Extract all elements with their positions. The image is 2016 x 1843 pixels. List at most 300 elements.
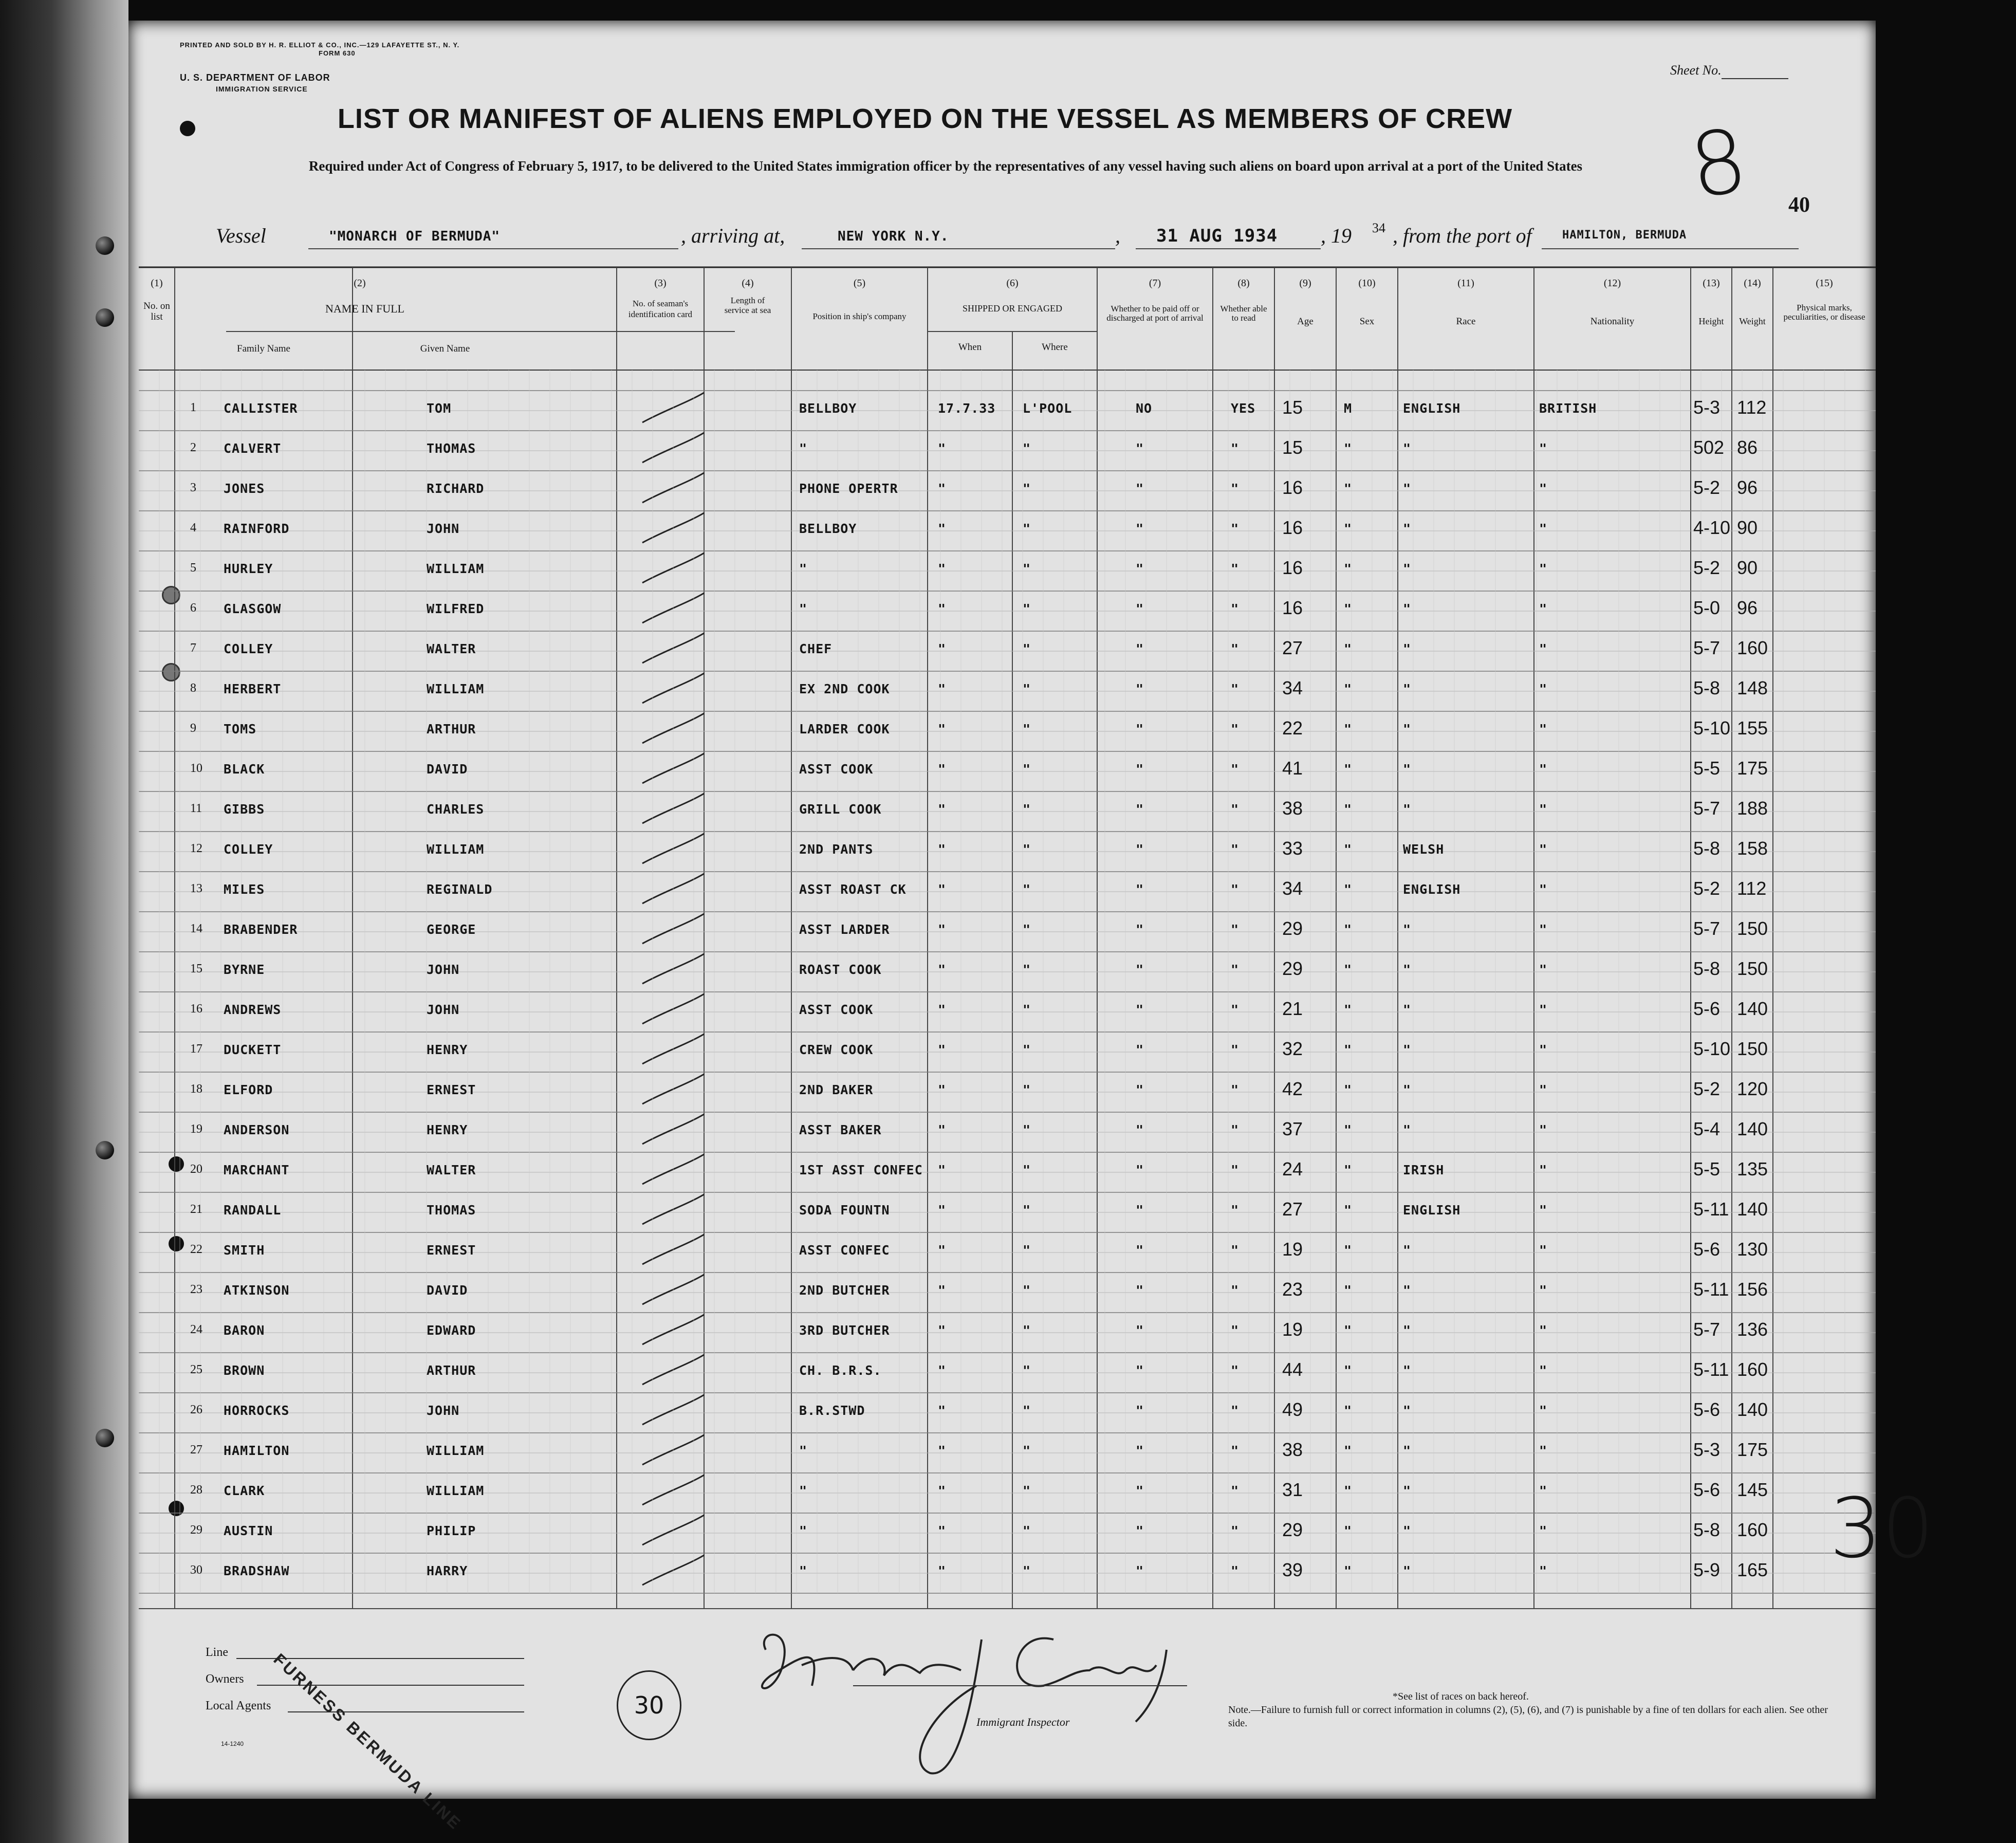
cell-age: 29 bbox=[1282, 958, 1303, 979]
cell-no: 17 bbox=[190, 1042, 202, 1056]
cell-age: 29 bbox=[1282, 918, 1303, 939]
cell-when: " bbox=[938, 1443, 947, 1458]
cell-when: " bbox=[938, 601, 947, 616]
owners-label: Owners bbox=[206, 1672, 244, 1686]
cell-age: 38 bbox=[1282, 1439, 1303, 1460]
cell-nat: " bbox=[1539, 1523, 1548, 1538]
col-header-read: Whether able to read bbox=[1220, 304, 1267, 323]
cell-paid: " bbox=[1136, 641, 1144, 656]
cell-family: AUSTIN bbox=[224, 1523, 273, 1538]
col-number: (4) bbox=[742, 278, 754, 289]
id-check-mark bbox=[642, 393, 704, 422]
cell-height: 5-5 bbox=[1693, 1158, 1721, 1179]
cell-height: 5-6 bbox=[1693, 998, 1721, 1019]
year-label: , 19 bbox=[1321, 224, 1352, 247]
cell-when: " bbox=[938, 1523, 947, 1538]
cell-paid: " bbox=[1136, 1203, 1144, 1218]
cell-family: JONES bbox=[224, 481, 265, 496]
cell-no: 30 bbox=[190, 1563, 202, 1577]
id-check-mark bbox=[642, 433, 704, 463]
cell-no: 1 bbox=[190, 401, 196, 414]
cell-no: 13 bbox=[190, 882, 202, 895]
cell-age: 41 bbox=[1282, 758, 1303, 779]
cell-race: ENGLISH bbox=[1403, 882, 1461, 897]
id-check-mark bbox=[642, 1114, 704, 1144]
cell-no: 2 bbox=[190, 441, 196, 454]
cell-height: 4-10 bbox=[1693, 517, 1731, 538]
id-check-mark bbox=[642, 673, 704, 703]
cell-read: " bbox=[1231, 601, 1240, 616]
cell-paid: " bbox=[1136, 1002, 1144, 1017]
col-header-physical: Physical marks, peculiarities, or disease bbox=[1783, 303, 1865, 322]
cell-when: " bbox=[938, 722, 947, 736]
cell-height: 502 bbox=[1693, 437, 1725, 458]
cell-age: 16 bbox=[1282, 517, 1303, 538]
cell-paid: " bbox=[1136, 802, 1144, 817]
cell-position: PHONE OPERTR bbox=[799, 481, 898, 496]
cell-position: " bbox=[799, 561, 808, 576]
cell-paid: " bbox=[1136, 1483, 1144, 1498]
cell-when: " bbox=[938, 882, 947, 897]
cell-sex: " bbox=[1344, 521, 1353, 536]
cell-family: ELFORD bbox=[224, 1082, 273, 1097]
cell-paid: " bbox=[1136, 722, 1144, 736]
cell-position: 3RD BUTCHER bbox=[799, 1323, 890, 1338]
cell-paid: " bbox=[1136, 1243, 1144, 1258]
col-number: (3) bbox=[654, 278, 667, 289]
cell-given: HENRY bbox=[427, 1122, 468, 1137]
underline bbox=[308, 248, 678, 249]
cell-when: " bbox=[938, 1082, 947, 1097]
cell-sex: " bbox=[1344, 882, 1353, 897]
cell-position: BELLBOY bbox=[799, 401, 857, 416]
col-number: (10) bbox=[1358, 278, 1376, 289]
cell-when: " bbox=[938, 1203, 947, 1218]
col-number: (13) bbox=[1703, 278, 1720, 289]
cell-race: " bbox=[1403, 1363, 1412, 1378]
cell-no: 5 bbox=[190, 561, 196, 575]
cell-sex: " bbox=[1344, 802, 1353, 817]
id-check-mark bbox=[642, 794, 704, 823]
cell-height: 5-10 bbox=[1693, 1038, 1731, 1059]
comma: , bbox=[1115, 224, 1120, 247]
vessel-line bbox=[216, 220, 1799, 254]
cell-height: 5-2 bbox=[1693, 878, 1721, 899]
cell-no: 26 bbox=[190, 1403, 202, 1416]
cell-age: 42 bbox=[1282, 1078, 1303, 1099]
cell-paid: " bbox=[1136, 1082, 1144, 1097]
cell-when: " bbox=[938, 1363, 947, 1378]
cell-weight: 112 bbox=[1737, 878, 1767, 899]
cell-weight: 150 bbox=[1737, 918, 1768, 939]
punch-hole bbox=[162, 663, 180, 681]
cell-age: 34 bbox=[1282, 878, 1303, 899]
cell-height: 5-7 bbox=[1693, 1319, 1721, 1340]
cell-nat: " bbox=[1539, 1443, 1548, 1458]
cell-nat: " bbox=[1539, 1122, 1548, 1137]
cell-weight: 175 bbox=[1737, 1439, 1768, 1460]
cell-nat: " bbox=[1539, 1082, 1548, 1097]
cell-weight: 145 bbox=[1737, 1479, 1768, 1500]
cell-paid: " bbox=[1136, 922, 1144, 937]
cell-given: THOMAS bbox=[427, 1203, 476, 1218]
cell-age: 49 bbox=[1282, 1399, 1303, 1420]
cell-family: HORROCKS bbox=[224, 1403, 290, 1418]
cell-sex: M bbox=[1344, 401, 1353, 416]
cell-read: " bbox=[1231, 521, 1240, 536]
col-number: (8) bbox=[1237, 278, 1250, 289]
line-label: Line bbox=[206, 1646, 228, 1659]
cell-nat: " bbox=[1539, 521, 1548, 536]
cell-read: " bbox=[1231, 641, 1240, 656]
cell-paid: " bbox=[1136, 1122, 1144, 1137]
cell-family: DUCKETT bbox=[224, 1042, 282, 1057]
cell-where: " bbox=[1023, 1163, 1031, 1177]
cell-height: 5-6 bbox=[1693, 1479, 1721, 1500]
id-check-mark bbox=[642, 713, 704, 743]
cell-given: ARTHUR bbox=[427, 1363, 476, 1378]
col-header-idcard: No. of seaman's identification card bbox=[628, 299, 693, 319]
cell-nat: " bbox=[1539, 481, 1548, 496]
cell-age: 16 bbox=[1282, 597, 1303, 618]
col-header-shipped: SHIPPED OR ENGAGED bbox=[962, 303, 1062, 314]
cell-paid: " bbox=[1136, 1323, 1144, 1338]
id-check-mark bbox=[642, 1194, 704, 1224]
cell-sex: " bbox=[1344, 1243, 1353, 1258]
cell-race: " bbox=[1403, 1122, 1412, 1137]
underline bbox=[802, 248, 1115, 249]
year-suffix: 34 bbox=[1372, 220, 1385, 235]
cell-sex: " bbox=[1344, 962, 1353, 977]
id-check-mark bbox=[642, 1234, 704, 1264]
col-header-age: Age bbox=[1297, 316, 1314, 327]
cell-height: 5-3 bbox=[1693, 1439, 1721, 1460]
cell-sex: " bbox=[1344, 722, 1353, 736]
sheet-label: Sheet No. bbox=[1670, 63, 1722, 78]
col-header-where: Where bbox=[1042, 342, 1068, 353]
cell-weight: 140 bbox=[1737, 998, 1768, 1019]
cell-sex: " bbox=[1344, 922, 1353, 937]
cell-position: GRILL COOK bbox=[799, 802, 882, 817]
cell-nat: " bbox=[1539, 641, 1548, 656]
cell-read: " bbox=[1231, 1082, 1240, 1097]
cell-race: " bbox=[1403, 1443, 1412, 1458]
cell-read: " bbox=[1231, 922, 1240, 937]
cell-read: " bbox=[1231, 1523, 1240, 1538]
cell-race: " bbox=[1403, 1042, 1412, 1057]
cell-paid: " bbox=[1136, 521, 1144, 536]
cell-nat: " bbox=[1539, 1283, 1548, 1298]
cell-weight: 86 bbox=[1737, 437, 1758, 458]
cell-family: MARCHANT bbox=[224, 1163, 290, 1177]
cell-race: ENGLISH bbox=[1403, 401, 1461, 416]
cell-where: " bbox=[1023, 882, 1031, 897]
department-name: U. S. DEPARTMENT OF LABOR bbox=[180, 72, 330, 83]
cell-race: " bbox=[1403, 1563, 1412, 1578]
cell-height: 5-0 bbox=[1693, 597, 1721, 618]
id-check-mark bbox=[642, 954, 704, 984]
cell-where: " bbox=[1023, 1042, 1031, 1057]
cell-sex: " bbox=[1344, 762, 1353, 777]
punch-hole bbox=[169, 1501, 184, 1516]
cell-no: 11 bbox=[190, 802, 202, 815]
cell-sex: " bbox=[1344, 1363, 1353, 1378]
cell-nat: " bbox=[1539, 842, 1548, 857]
cell-sex: " bbox=[1344, 842, 1353, 857]
col-header-no: No. on list bbox=[143, 301, 170, 322]
cell-nat: " bbox=[1539, 1483, 1548, 1498]
binder-ring bbox=[96, 236, 114, 255]
cell-paid: " bbox=[1136, 1283, 1144, 1298]
cell-when: " bbox=[938, 1323, 947, 1338]
cell-family: HERBERT bbox=[224, 681, 282, 696]
cell-age: 31 bbox=[1282, 1479, 1303, 1500]
penalty-note: Note.—Failure to furnish full or correct information in columns (2), (5), (6), and (7) is punishable by a fine of ten dollars for each alien. See other side. bbox=[1228, 1704, 1828, 1729]
col-header-height: Height bbox=[1698, 316, 1724, 326]
punch-hole bbox=[169, 1156, 184, 1172]
cell-read: " bbox=[1231, 1203, 1240, 1218]
col-number: (2) bbox=[354, 278, 366, 289]
cell-height: 5-2 bbox=[1693, 1078, 1721, 1099]
cell-height: 5-6 bbox=[1693, 1239, 1721, 1260]
cell-no: 6 bbox=[190, 601, 196, 615]
cell-weight: 130 bbox=[1737, 1239, 1768, 1260]
col-number: (1) bbox=[151, 278, 163, 289]
cell-no: 22 bbox=[190, 1243, 202, 1256]
cell-no: 4 bbox=[190, 521, 196, 535]
cell-weight: 112 bbox=[1737, 397, 1767, 418]
notes-block bbox=[1228, 1690, 1829, 1730]
page-title: LIST OR MANIFEST OF ALIENS EMPLOYED ON THE VESSEL AS MEMBERS OF CREW bbox=[337, 103, 1513, 134]
cell-weight: 148 bbox=[1737, 677, 1768, 698]
binder-ring bbox=[96, 1141, 114, 1159]
id-check-mark bbox=[642, 593, 704, 623]
cell-where: " bbox=[1023, 601, 1031, 616]
col-header-paid-off: Whether to be paid off or discharged at port of arrival bbox=[1106, 304, 1204, 323]
cell-when: 17.7.33 bbox=[938, 401, 996, 416]
cell-nat: " bbox=[1539, 1203, 1548, 1218]
sheet-line bbox=[1722, 78, 1788, 79]
col-header-position: Position in ship's company bbox=[812, 311, 907, 321]
cell-race: " bbox=[1403, 561, 1412, 576]
col-number: (14) bbox=[1744, 278, 1761, 289]
arrival-date: 31 AUG 1934 bbox=[1156, 226, 1278, 246]
cell-age: 38 bbox=[1282, 798, 1303, 819]
cell-when: " bbox=[938, 922, 947, 937]
cell-read: " bbox=[1231, 762, 1240, 777]
col-header-sex: Sex bbox=[1359, 316, 1375, 327]
cell-sex: " bbox=[1344, 1122, 1353, 1137]
cell-weight: 90 bbox=[1737, 557, 1758, 578]
cell-no: 25 bbox=[190, 1363, 202, 1376]
cell-nat: " bbox=[1539, 762, 1548, 777]
cell-weight: 160 bbox=[1737, 637, 1768, 658]
id-check-mark bbox=[642, 1074, 704, 1104]
cell-weight: 140 bbox=[1737, 1399, 1768, 1420]
cell-given: HARRY bbox=[427, 1563, 468, 1578]
cell-family: BLACK bbox=[224, 762, 265, 777]
cell-weight: 120 bbox=[1737, 1078, 1768, 1099]
cell-given: ARTHUR bbox=[427, 722, 476, 736]
cell-family: GIBBS bbox=[224, 802, 265, 817]
cell-nat: BRITISH bbox=[1539, 401, 1597, 416]
col-header-race: Race bbox=[1456, 316, 1476, 327]
signature-title: Immigrant Inspector bbox=[976, 1716, 1070, 1728]
underline bbox=[1542, 248, 1799, 249]
cell-position: 2ND BAKER bbox=[799, 1082, 874, 1097]
cell-read: " bbox=[1231, 842, 1240, 857]
id-check-mark bbox=[642, 1435, 704, 1465]
cell-position: LARDER COOK bbox=[799, 722, 890, 736]
id-check-mark bbox=[642, 1555, 704, 1585]
cell-family: RANDALL bbox=[224, 1203, 282, 1218]
cell-position: " bbox=[799, 1523, 808, 1538]
cell-family: GLASGOW bbox=[224, 601, 282, 616]
cell-age: 29 bbox=[1282, 1519, 1303, 1540]
cell-nat: " bbox=[1539, 1323, 1548, 1338]
id-check-mark bbox=[642, 1475, 704, 1505]
cell-family: BROWN bbox=[224, 1363, 265, 1378]
cell-where: " bbox=[1023, 1243, 1031, 1258]
cell-age: 27 bbox=[1282, 637, 1303, 658]
cell-age: 22 bbox=[1282, 717, 1303, 739]
col-number: (9) bbox=[1299, 278, 1311, 289]
cell-sex: " bbox=[1344, 1163, 1353, 1177]
binder-ring bbox=[96, 308, 114, 327]
cell-read: " bbox=[1231, 1042, 1240, 1057]
cell-read: " bbox=[1231, 962, 1240, 977]
cell-paid: " bbox=[1136, 1563, 1144, 1578]
races-note: *See list of races on back hereof. bbox=[1393, 1691, 1529, 1702]
cell-age: 19 bbox=[1282, 1319, 1303, 1340]
cell-read: " bbox=[1231, 441, 1240, 456]
cell-race: " bbox=[1403, 1243, 1412, 1258]
binder-ring bbox=[96, 1429, 114, 1447]
cell-position: " bbox=[799, 1563, 808, 1578]
cell-position: ROAST COOK bbox=[799, 962, 882, 977]
cell-given: DAVID bbox=[427, 1283, 468, 1298]
cell-where: " bbox=[1023, 681, 1031, 696]
cell-paid: " bbox=[1136, 1443, 1144, 1458]
cell-age: 34 bbox=[1282, 677, 1303, 698]
cell-no: 12 bbox=[190, 842, 202, 855]
cell-sex: " bbox=[1344, 1403, 1353, 1418]
department-block bbox=[180, 72, 330, 95]
cell-weight: 90 bbox=[1737, 517, 1758, 538]
col-number: (11) bbox=[1457, 278, 1474, 289]
cell-race: " bbox=[1403, 922, 1412, 937]
cell-given: PHILIP bbox=[427, 1523, 476, 1538]
cell-given: WILFRED bbox=[427, 601, 485, 616]
vessel-label: Vessel bbox=[216, 224, 266, 247]
cell-where: " bbox=[1023, 1203, 1031, 1218]
cell-no: 19 bbox=[190, 1122, 202, 1136]
cell-paid: " bbox=[1136, 762, 1144, 777]
cell-when: " bbox=[938, 1163, 947, 1177]
cell-paid: " bbox=[1136, 561, 1144, 576]
cell-no: 10 bbox=[190, 762, 202, 775]
cell-nat: " bbox=[1539, 722, 1548, 736]
cell-age: 16 bbox=[1282, 557, 1303, 578]
cell-position: " bbox=[799, 1443, 808, 1458]
cell-age: 44 bbox=[1282, 1359, 1303, 1380]
cell-weight: 158 bbox=[1737, 838, 1768, 859]
cell-age: 33 bbox=[1282, 838, 1303, 859]
cell-sex: " bbox=[1344, 1443, 1353, 1458]
cell-given: JOHN bbox=[427, 962, 460, 977]
cell-paid: " bbox=[1136, 962, 1144, 977]
cell-age: 19 bbox=[1282, 1239, 1303, 1260]
cell-paid: " bbox=[1136, 481, 1144, 496]
cell-given: WILLIAM bbox=[427, 681, 485, 696]
cell-when: " bbox=[938, 1243, 947, 1258]
cell-read: " bbox=[1231, 1563, 1240, 1578]
cell-read: " bbox=[1231, 481, 1240, 496]
cell-nat: " bbox=[1539, 561, 1548, 576]
form-number: FORM 630 bbox=[319, 49, 356, 57]
cell-height: 5-4 bbox=[1693, 1118, 1721, 1139]
cell-where: " bbox=[1023, 441, 1031, 456]
cell-family: ANDERSON bbox=[224, 1122, 290, 1137]
cell-race: " bbox=[1403, 641, 1412, 656]
cell-given: JOHN bbox=[427, 1002, 460, 1017]
col-number: (5) bbox=[853, 278, 866, 289]
manifest-page bbox=[128, 21, 1934, 1834]
col-header-weight: Weight bbox=[1739, 316, 1766, 326]
cell-race: " bbox=[1403, 802, 1412, 817]
cell-read: " bbox=[1231, 561, 1240, 576]
cell-read: YES bbox=[1231, 401, 1256, 416]
id-check-mark bbox=[642, 994, 704, 1024]
cell-given: TOM bbox=[427, 401, 452, 416]
cell-family: BARON bbox=[224, 1323, 265, 1338]
cell-age: 15 bbox=[1282, 437, 1303, 458]
cell-sex: " bbox=[1344, 601, 1353, 616]
cell-race: " bbox=[1403, 1403, 1412, 1418]
id-check-mark bbox=[642, 1275, 704, 1304]
cell-family: HURLEY bbox=[224, 561, 273, 576]
cell-age: 21 bbox=[1282, 998, 1303, 1019]
cell-given: DAVID bbox=[427, 762, 468, 777]
cell-position: " bbox=[799, 1483, 808, 1498]
cell-given: HENRY bbox=[427, 1042, 468, 1057]
cell-age: 24 bbox=[1282, 1158, 1303, 1179]
id-check-mark bbox=[642, 914, 704, 944]
cell-given: JOHN bbox=[427, 1403, 460, 1418]
col-header-when: When bbox=[958, 342, 982, 353]
cell-read: " bbox=[1231, 722, 1240, 736]
cell-when: " bbox=[938, 1002, 947, 1017]
cell-where: L'POOL bbox=[1023, 401, 1072, 416]
printer-line: PRINTED AND SOLD BY H. R. ELLIOT & CO., INC.—129 LAFAYETTE ST., N. Y. bbox=[180, 41, 460, 49]
cell-height: 5-8 bbox=[1693, 838, 1721, 859]
cell-where: " bbox=[1023, 1363, 1031, 1378]
cell-family: RAINFORD bbox=[224, 521, 290, 536]
vessel-name: "MONARCH OF BERMUDA" bbox=[329, 229, 501, 244]
cell-no: 3 bbox=[190, 481, 196, 494]
cell-height: 5-11 bbox=[1693, 1279, 1729, 1300]
cell-family: BYRNE bbox=[224, 962, 265, 977]
cell-weight: 150 bbox=[1737, 958, 1768, 979]
cell-position: CHEF bbox=[799, 641, 833, 656]
cell-race: " bbox=[1403, 521, 1412, 536]
cell-family: CALVERT bbox=[224, 441, 282, 456]
id-check-mark bbox=[642, 753, 704, 783]
cell-position: ASST COOK bbox=[799, 1002, 874, 1017]
cell-nat: " bbox=[1539, 1243, 1548, 1258]
cell-position: 1ST ASST CONFEC bbox=[799, 1163, 923, 1177]
departure-port: HAMILTON, BERMUDA bbox=[1562, 229, 1687, 242]
